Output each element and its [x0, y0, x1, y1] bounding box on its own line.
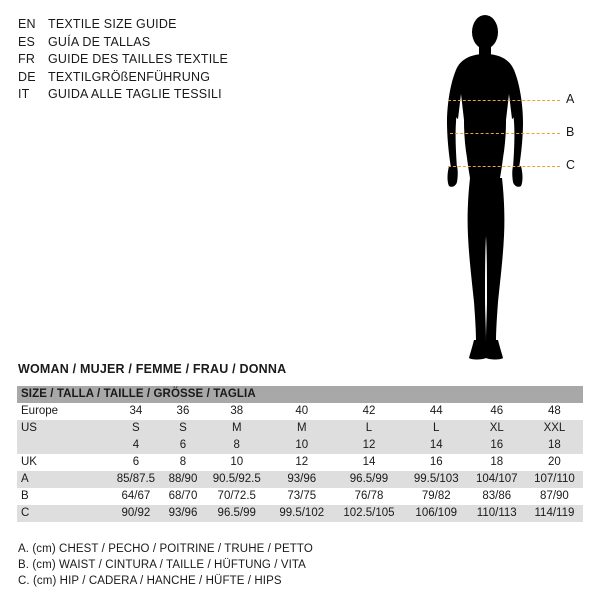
table-row: [17, 420, 583, 437]
measurement-legend: [18, 541, 578, 589]
cell: S: [109, 420, 163, 437]
cell: 106/109: [405, 505, 468, 522]
cell: 87/90: [526, 488, 583, 505]
row-label: A: [17, 471, 109, 488]
cell: 99.5/103: [405, 471, 468, 488]
cell: 93/96: [270, 471, 333, 488]
row-label: B: [17, 488, 109, 505]
cell: 14: [333, 454, 405, 471]
legend-item-chest: A. (cm) CHEST / PECHO / POITRINE / TRUHE / PETTO: [18, 543, 313, 555]
language-row: [18, 51, 318, 69]
row-label: C: [17, 505, 109, 522]
cell: 107/110: [526, 471, 583, 488]
cell: 83/86: [468, 488, 526, 505]
language-text: GUÍA DE TALLAS: [48, 34, 151, 49]
row-label: [17, 437, 109, 454]
cell: 76/78: [333, 488, 405, 505]
row-label: US: [17, 420, 109, 437]
cell: 85/87.5: [109, 471, 163, 488]
cell: 8: [163, 454, 203, 471]
language-code: EN: [18, 17, 36, 31]
cell: 88/90: [163, 471, 203, 488]
cell: 90.5/92.5: [203, 471, 270, 488]
cell: 96.5/99: [203, 505, 270, 522]
table-row: [17, 505, 583, 522]
cell: S: [163, 420, 203, 437]
cell: 110/113: [468, 505, 526, 522]
measure-label-a: A: [566, 92, 575, 106]
cell: 6: [163, 437, 203, 454]
cell: 14: [405, 437, 468, 454]
measure-line-waist: [450, 133, 560, 134]
cell: 102.5/105: [333, 505, 405, 522]
row-label: Europe: [17, 403, 109, 420]
language-row: [18, 34, 318, 52]
cell: 10: [203, 454, 270, 471]
cell: 16: [405, 454, 468, 471]
table-row: [17, 488, 583, 505]
cell: 38: [203, 403, 270, 420]
cell: 99.5/102: [270, 505, 333, 522]
cell: 46: [468, 403, 526, 420]
legend-item-waist: B. (cm) WAIST / CINTURA / TAILLE / HÜFTUNG / VITA: [18, 559, 306, 571]
measure-label-c: C: [566, 158, 576, 172]
row-label: UK: [17, 454, 109, 471]
cell: 36: [163, 403, 203, 420]
language-row: [18, 86, 318, 104]
language-text: TEXTILGRÖßENFÜHRUNG: [48, 69, 211, 84]
cell: L: [405, 420, 468, 437]
cell: 79/82: [405, 488, 468, 505]
measure-line-chest: [448, 100, 560, 101]
measure-label-b: B: [566, 125, 575, 139]
cell: 6: [109, 454, 163, 471]
table-row: [17, 471, 583, 488]
cell: 12: [270, 454, 333, 471]
language-code: IT: [18, 87, 30, 101]
cell: 4: [109, 437, 163, 454]
cell: 73/75: [270, 488, 333, 505]
cell: 114/119: [526, 505, 583, 522]
cell: 34: [109, 403, 163, 420]
cell: 90/92: [109, 505, 163, 522]
language-text: TEXTILE SIZE GUIDE: [48, 17, 177, 31]
cell: 68/70: [163, 488, 203, 505]
cell: 18: [526, 437, 583, 454]
size-table: [17, 386, 583, 522]
cell: XXL: [526, 420, 583, 437]
table-row: [17, 403, 583, 420]
cell: XL: [468, 420, 526, 437]
language-code: ES: [18, 34, 36, 49]
cell: 10: [270, 437, 333, 454]
table-header-label: SIZE / TALLA / TAILLE / GRÖSSE / TAGLIA: [17, 386, 583, 403]
cell: 40: [270, 403, 333, 420]
language-code: DE: [18, 69, 36, 84]
language-row: [18, 69, 318, 87]
cell: 70/72.5: [203, 488, 270, 505]
cell: 44: [405, 403, 468, 420]
cell: 20: [526, 454, 583, 471]
table-row: [17, 437, 583, 454]
language-text: GUIDA ALLE TAGLIE TESSILI: [48, 87, 222, 101]
cell: L: [333, 420, 405, 437]
cell: M: [203, 420, 270, 437]
language-code: FR: [18, 52, 36, 66]
table-header-row: [17, 386, 583, 403]
cell: 18: [468, 454, 526, 471]
language-title-list: [18, 16, 318, 104]
female-silhouette-icon: [420, 10, 595, 370]
female-body-figure: [420, 10, 595, 370]
language-text: GUIDE DES TAILLES TEXTILE: [48, 52, 229, 66]
cell: 104/107: [468, 471, 526, 488]
measure-line-hip: [448, 166, 560, 167]
cell: 93/96: [163, 505, 203, 522]
cell: 12: [333, 437, 405, 454]
cell: 16: [468, 437, 526, 454]
section-title: WOMAN / MUJER / FEMME / FRAU / DONNA: [18, 362, 287, 376]
cell: 8: [203, 437, 270, 454]
cell: 42: [333, 403, 405, 420]
cell: 64/67: [109, 488, 163, 505]
cell: M: [270, 420, 333, 437]
cell: 96.5/99: [333, 471, 405, 488]
cell: 48: [526, 403, 583, 420]
legend-item-hip: C. (cm) HIP / CADERA / HANCHE / HÜFTE / HIPS: [18, 575, 282, 587]
language-row: [18, 16, 318, 34]
table-row: [17, 454, 583, 471]
